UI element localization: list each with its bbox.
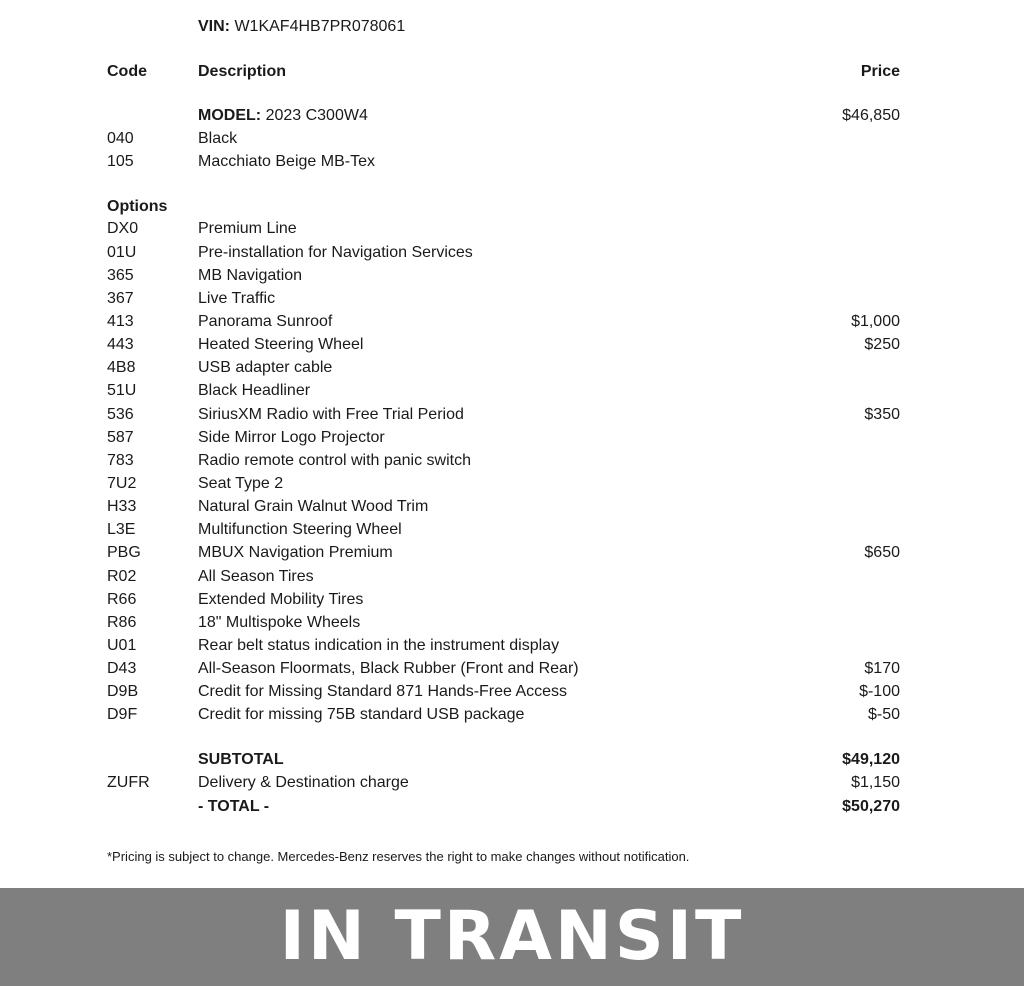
option-code: H33 — [107, 498, 137, 515]
option-code: 7U2 — [107, 475, 137, 492]
subtotal-price: $49,120 — [842, 751, 900, 768]
subtotal-label: SUBTOTAL — [198, 751, 284, 768]
delivery-price: $1,150 — [851, 774, 900, 791]
in-transit-banner-text: IN TRANSIT — [279, 897, 745, 976]
option-description: Pre-installation for Navigation Services — [198, 244, 473, 261]
option-price: $650 — [864, 544, 900, 561]
option-code: D9F — [107, 706, 138, 723]
option-row — [0, 497, 1024, 520]
option-description: SiriusXM Radio with Free Trial Period — [198, 406, 464, 423]
option-description: Panorama Sunroof — [198, 313, 333, 330]
option-row — [0, 381, 1024, 404]
option-row — [0, 451, 1024, 474]
option-description: Live Traffic — [198, 290, 276, 307]
option-price: $-100 — [859, 683, 900, 700]
option-code: DX0 — [107, 220, 139, 237]
option-row — [0, 613, 1024, 636]
option-description: All Season Tires — [198, 568, 314, 585]
model-description — [198, 106, 368, 126]
option-code: R02 — [107, 568, 137, 585]
delivery-code: ZUFR — [107, 774, 150, 791]
option-price: $350 — [864, 406, 900, 423]
option-description: Rear belt status indication in the instrument display — [198, 637, 560, 654]
option-description: Credit for missing 75B standard USB package — [198, 706, 525, 723]
subtotal-row — [0, 750, 1024, 773]
option-price: $1,000 — [851, 313, 900, 330]
option-code: 365 — [107, 267, 134, 284]
option-code: R86 — [107, 614, 137, 631]
in-transit-banner — [0, 888, 1024, 986]
option-row — [0, 405, 1024, 428]
price-column-header: Price — [860, 63, 900, 80]
option-row — [0, 219, 1024, 242]
option-code: 367 — [107, 290, 134, 307]
option-row — [0, 243, 1024, 266]
option-code: U01 — [107, 637, 137, 654]
option-price: $250 — [864, 336, 900, 353]
upholstery-code: 105 — [107, 153, 134, 170]
option-code: L3E — [107, 521, 136, 538]
option-row — [0, 659, 1024, 682]
option-row — [0, 705, 1024, 728]
option-description: Radio remote control with panic switch — [198, 452, 472, 469]
vin-value: W1KAF4HB7PR078061 — [234, 18, 406, 35]
option-row — [0, 520, 1024, 543]
model-value: 2023 C300W4 — [265, 107, 368, 124]
delivery-description: Delivery & Destination charge — [198, 774, 409, 791]
paint-code: 040 — [107, 130, 134, 147]
description-column-header: Description — [198, 63, 287, 80]
option-row — [0, 636, 1024, 659]
option-code: 783 — [107, 452, 134, 469]
option-code: 587 — [107, 429, 134, 446]
option-description: Natural Grain Walnut Wood Trim — [198, 498, 429, 515]
option-code: 51U — [107, 382, 137, 399]
option-row — [0, 335, 1024, 358]
option-code: 443 — [107, 336, 134, 353]
delivery-row — [0, 773, 1024, 796]
option-price: $170 — [864, 660, 900, 677]
paint-description: Black — [198, 130, 238, 147]
option-code: 413 — [107, 313, 134, 330]
option-code: 4B8 — [107, 359, 136, 376]
option-description: Heated Steering Wheel — [198, 336, 364, 353]
option-description: Multifunction Steering Wheel — [198, 521, 402, 538]
upholstery-description: Macchiato Beige MB-Tex — [198, 153, 375, 170]
code-column-header: Code — [107, 63, 147, 80]
option-description: All-Season Floormats, Black Rubber (Front and Rear) — [198, 660, 579, 677]
vin-line — [198, 17, 405, 37]
option-code: D9B — [107, 683, 139, 700]
option-description: USB adapter cable — [198, 359, 333, 376]
option-row — [0, 474, 1024, 497]
option-description: MBUX Navigation Premium — [198, 544, 393, 561]
total-label: - TOTAL - — [198, 798, 270, 815]
option-code: D43 — [107, 660, 137, 677]
total-row — [0, 797, 1024, 820]
option-row — [0, 590, 1024, 613]
pricing-footnote: *Pricing is subject to change. Mercedes-Benz reserves the right to make changes without notification. — [107, 849, 690, 864]
option-description: MB Navigation — [198, 267, 303, 284]
option-code: 01U — [107, 244, 137, 261]
option-row — [0, 358, 1024, 381]
option-description: Black Headliner — [198, 382, 311, 399]
option-description: Seat Type 2 — [198, 475, 284, 492]
upholstery-row — [0, 152, 1024, 175]
option-code: PBG — [107, 544, 141, 561]
model-row — [0, 106, 1024, 129]
total-price: $50,270 — [842, 798, 900, 815]
options-heading: Options — [107, 198, 168, 215]
option-row — [0, 567, 1024, 590]
option-code: 536 — [107, 406, 134, 423]
option-description: Credit for Missing Standard 871 Hands-Free Access — [198, 683, 568, 700]
option-row — [0, 682, 1024, 705]
option-row — [0, 543, 1024, 566]
option-description: Premium Line — [198, 220, 297, 237]
option-row — [0, 312, 1024, 335]
model-price: $46,850 — [842, 107, 900, 124]
option-price: $-50 — [867, 706, 900, 723]
vin-label: VIN: — [198, 18, 230, 35]
option-description: Extended Mobility Tires — [198, 591, 364, 608]
option-description: Side Mirror Logo Projector — [198, 429, 385, 446]
option-code: R66 — [107, 591, 137, 608]
option-description: 18" Multispoke Wheels — [198, 614, 361, 631]
model-label: MODEL: — [198, 107, 262, 124]
option-row — [0, 266, 1024, 289]
paint-row — [0, 129, 1024, 152]
option-row — [0, 428, 1024, 451]
option-row — [0, 289, 1024, 312]
